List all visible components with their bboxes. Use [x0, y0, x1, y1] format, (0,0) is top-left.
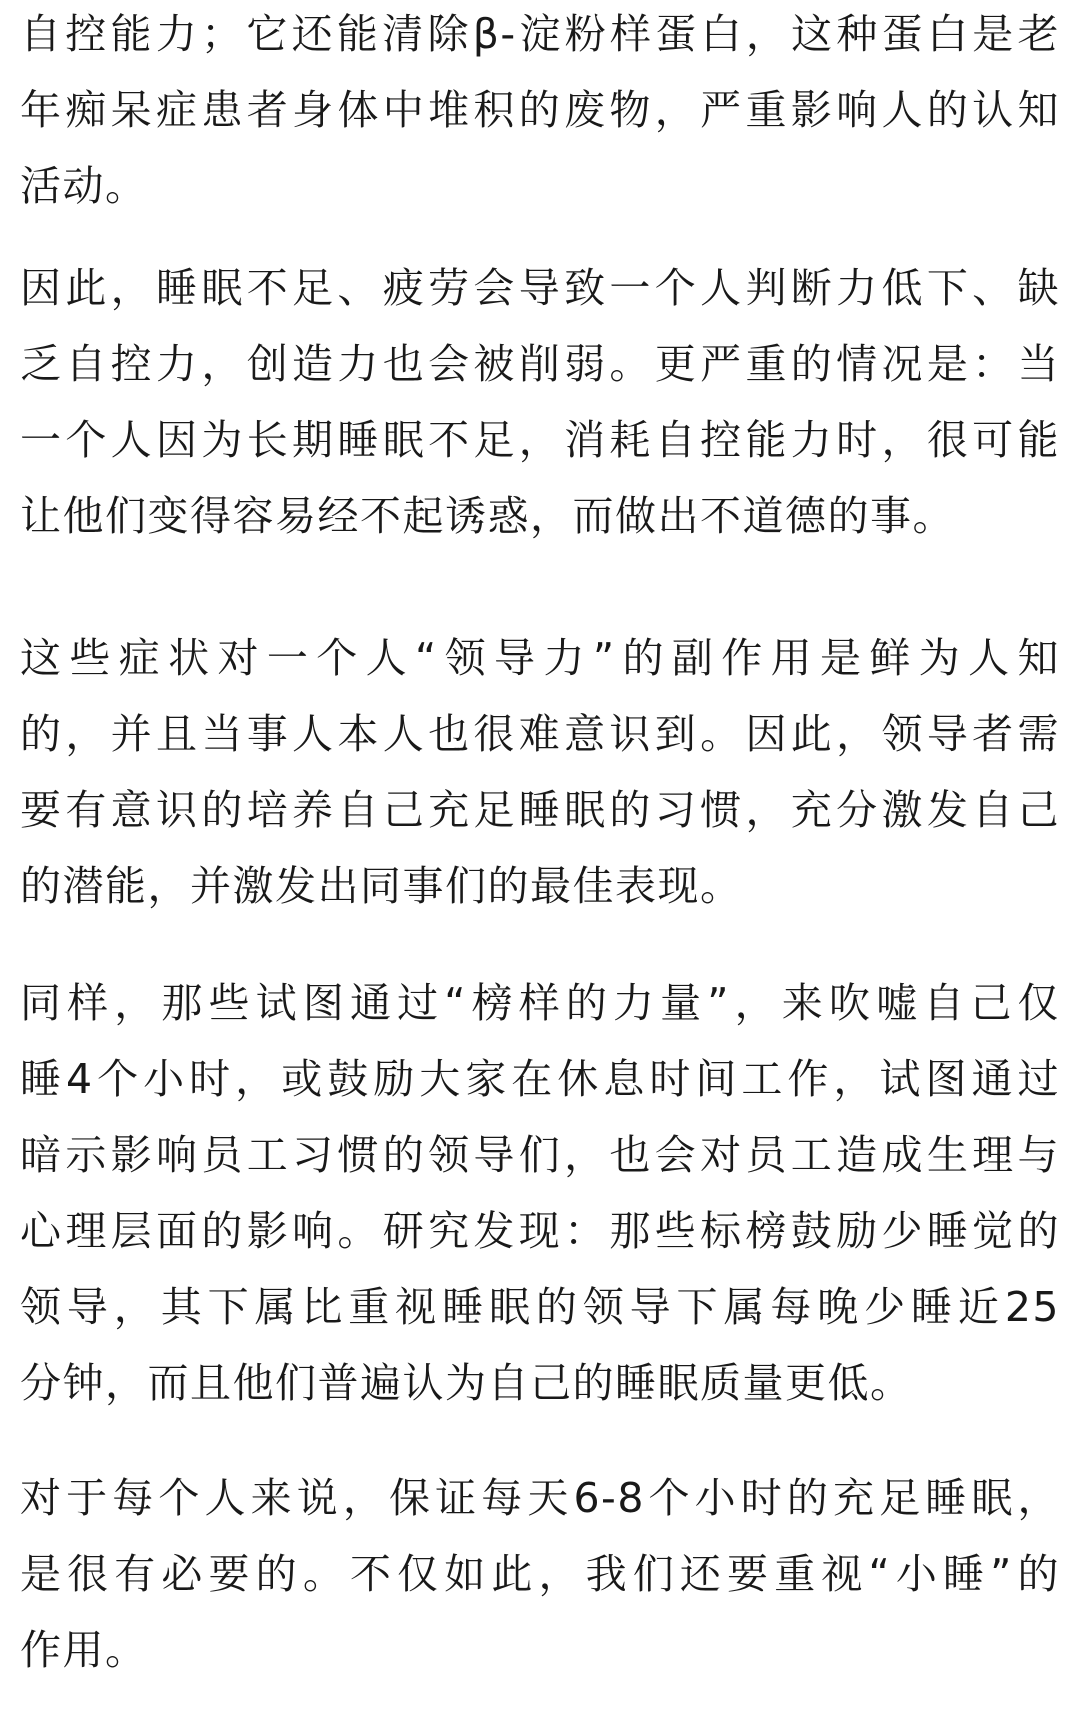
- text-line: 分钟，而且他们普遍认为自己的睡眠质量更低。: [20, 1359, 913, 1407]
- text-line: 同样，那些试图通过“榜样的力量”，来吹嘘自己仅: [20, 979, 1060, 1027]
- paragraph-3: [20, 620, 1060, 924]
- text-line: 作用。: [20, 1626, 148, 1674]
- paragraph-1: [20, 0, 1060, 224]
- text-line: 因此，睡眠不足、疲劳会导致一个人判断力低下、缺: [20, 264, 1060, 312]
- text-line: 一个人因为长期睡眠不足，消耗自控能力时，很可能: [20, 416, 1060, 464]
- text-line: 乏自控力，创造力也会被削弱。更严重的情况是：当: [20, 340, 1060, 388]
- text-line: 年痴呆症患者身体中堆积的废物，严重影响人的认知: [20, 86, 1060, 134]
- text-line: 的，并且当事人本人也很难意识到。因此，领导者需: [20, 710, 1060, 758]
- text-line: 要有意识的培养自己充足睡眠的习惯，充分激发自己: [20, 786, 1060, 834]
- text-line: 的潜能，并激发出同事们的最佳表现。: [20, 862, 743, 910]
- text-line: 对于每个人来说，保证每天6-8个小时的充足睡眠，: [20, 1474, 1060, 1522]
- text-line: 暗示影响员工习惯的领导们，也会对员工造成生理与: [20, 1131, 1060, 1179]
- paragraph-2: [20, 250, 1060, 554]
- text-line: 让他们变得容易经不起诱惑，而做出不道德的事。: [20, 492, 955, 540]
- paragraph-5: [20, 1460, 1060, 1688]
- text-line: 睡4个小时，或鼓励大家在休息时间工作，试图通过: [20, 1055, 1060, 1103]
- text-line: 是很有必要的。不仅如此，我们还要重视“小睡”的: [20, 1550, 1060, 1598]
- paragraph-4: [20, 965, 1060, 1421]
- text-line: 心理层面的影响。研究发现：那些标榜鼓励少睡觉的: [20, 1207, 1060, 1255]
- text-line: 这些症状对一个人“领导力”的副作用是鲜为人知: [20, 634, 1060, 682]
- text-line: 领导，其下属比重视睡眠的领导下属每晚少睡近25: [20, 1283, 1060, 1331]
- text-line: 自控能力；它还能清除β-淀粉样蛋白，这种蛋白是老: [20, 10, 1060, 58]
- text-line: 活动。: [20, 162, 148, 210]
